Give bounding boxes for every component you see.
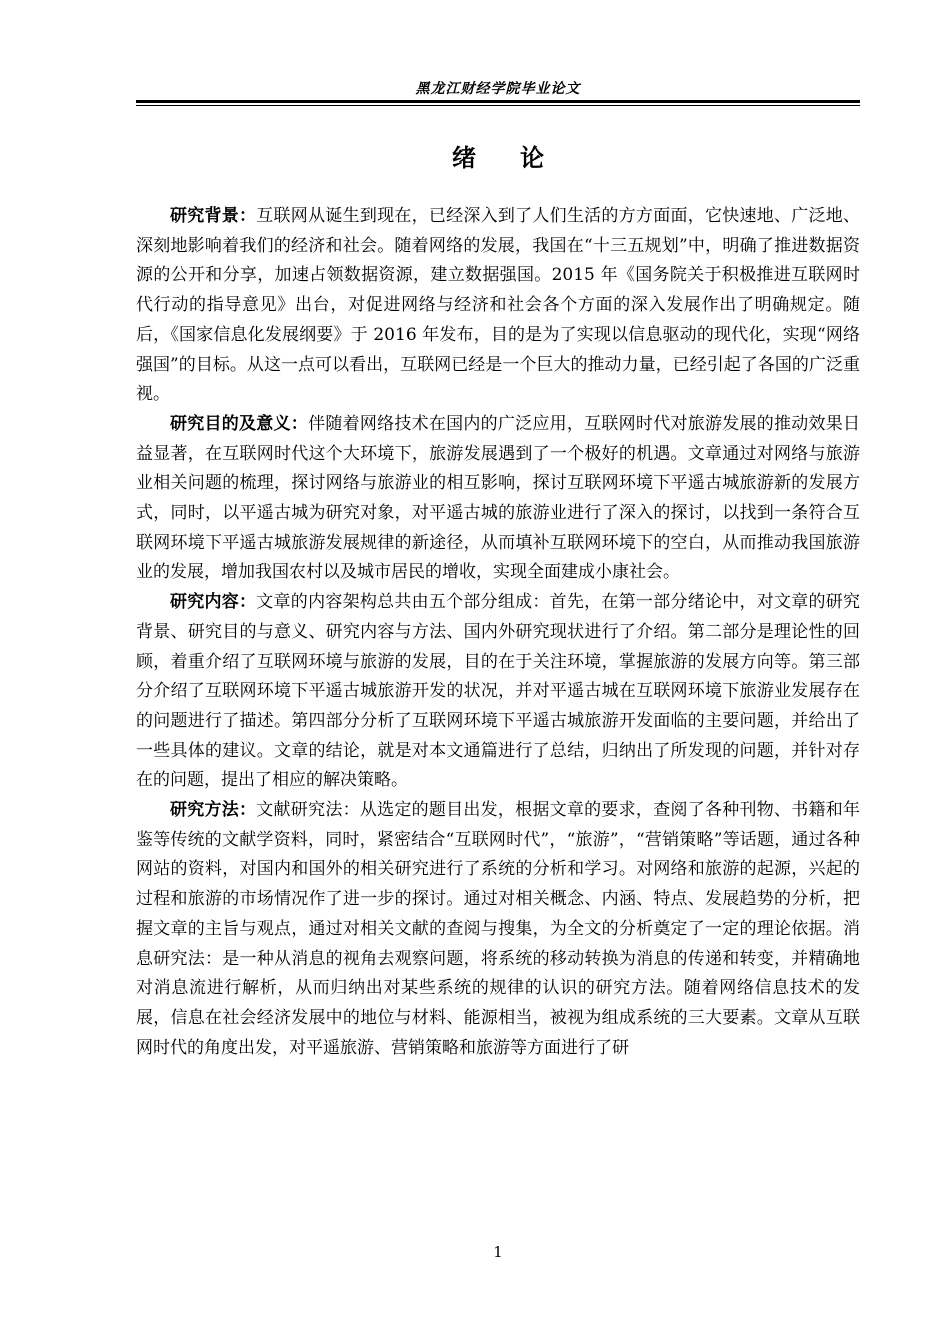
running-header: 黑龙江财经学院毕业论文 bbox=[415, 81, 581, 97]
paragraph-research-background bbox=[136, 202, 860, 410]
paragraph-research-content bbox=[136, 588, 860, 796]
paragraph-lead: 研究背景： bbox=[170, 206, 257, 226]
paragraph-text: 互联网从诞生到现在，已经深入到了人们生活的方方面面，它快速地、广泛地、深刻地影响着我们的经济和社会。随着网络的发展，我国在“十三五规划”中，明确了推进数据资源的公开和分享，加速占领数据资源，建立数据强国。2015 年《国务院关于积极推进互联网时代行动的指导意见》出台，对促进网络与经济和社会各个方面的深入发展作出了明确规定。随后，《国家信息化发展纲要》于 2016 年发布，目的是为了实现以信息驱动的现代化，实现“网络强国”的目标。从这一点可以看出，互联网已经是一个巨大的推动力量，已经引起了各国的广泛重视。 bbox=[136, 206, 861, 405]
chapter-title: 绪论 bbox=[452, 144, 588, 172]
paragraph-lead: 研究目的及意义： bbox=[170, 413, 309, 434]
paragraph-lead: 研究方法： bbox=[170, 800, 257, 821]
paragraph-research-purpose bbox=[136, 410, 860, 588]
paragraph-text: 文献研究法：从选定的题目出发，根据文章的要求，查阅了各种刊物、书籍和年鉴等传统的文献学资料，同时，紧密结合“互联网时代”，“旅游”，“营销策略”等话题，通过各种网站的资料，对国内和国外的相关研究进行了系统的分析和学习。对网络和旅游的起源，兴起的过程和旅游的市场情况作了进一步的探讨。通过对相关概念、内涵、特点、发展趋势的分析，把握文章的主旨与观点，通过对相关文献的查阅与搜集，为全文的分析奠定了一定的理论依据。消息研究法：是一种从消息的视角去观察问题，将系统的移动转换为消息的传递和转变，并精确地对消息流进行解析，从而归纳出对某些系统的规律的认识的研究方法。随着网络信息技术的发展，信息在社会经济发展中的地位与材料、能源相当，被视为组成系统的三大要素。文章从互联网时代的角度出发，对平遥旅游、营销策略和旅游等方面进行了研 bbox=[136, 800, 861, 1058]
paragraph-text: 伴随着网络技术在国内的广泛应用，互联网时代对旅游发展的推动效果日益显著，在互联网时代这个大环境下，旅游发展遇到了一个极好的机遇。文章通过对网络与旅游业相关问题的梳理，探讨网络与旅游业的相互影响，探讨互联网环境下平遥古城旅游新的发展方式，同时，以平遥古城为研究对象，对平遥古城的旅游业进行了深入的探讨，以找到一条符合互联网环境下平遥古城旅游发展规律的新途径，从而填补互联网环境下的空白，从而推动我国旅游业的发展，增加我国农村以及城市居民的增收，实现全面建成小康社会。 bbox=[136, 413, 861, 583]
paragraph-lead: 研究内容： bbox=[170, 592, 257, 613]
page-number: 1 bbox=[493, 1243, 503, 1261]
body-text bbox=[136, 202, 860, 1063]
header-rule-thick bbox=[136, 100, 860, 103]
header-rule-thin bbox=[136, 105, 860, 106]
paragraph-text: 文章的内容架构总共由五个部分组成：首先，在第一部分绪论中，对文章的研究背景、研究目的与意义、研究内容与方法、国内外研究现状进行了介绍。第二部分是理论性的回顾，着重介绍了互联网环境与旅游的发展，目的在于关注环境，掌握旅游的发展方向等。第三部分介绍了互联网环境下平遥古城旅游开发的状况，并对平遥古城在互联网环境下旅游业发展存在的问题进行了描述。第四部分分析了互联网环境下平遥古城旅游开发面临的主要问题，并给出了一些具体的建议。文章的结论，就是对本文通篇进行了总结，归纳出了所发现的问题，并针对存在的问题，提出了相应的解决策略。 bbox=[136, 592, 861, 791]
paragraph-research-methods bbox=[136, 796, 860, 1063]
